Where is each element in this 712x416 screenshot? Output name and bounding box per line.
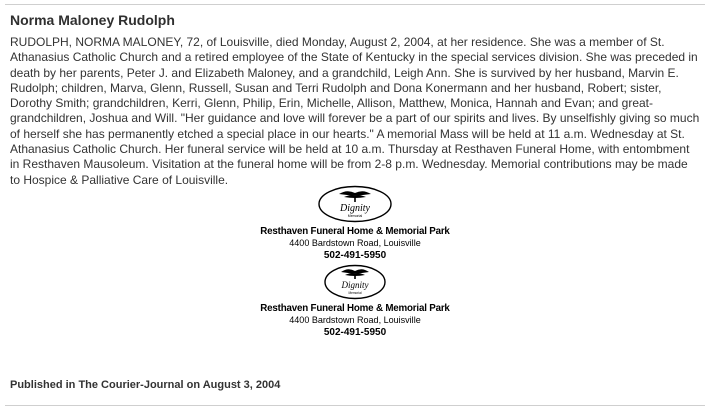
publication-note: Published in The Courier-Journal on August 3, 2004 (10, 379, 281, 391)
funeral-home-name: Resthaven Funeral Home & Memorial Park (260, 302, 450, 314)
funeral-home-phone: 502-491-5950 (323, 327, 387, 338)
funeral-home-address: 4400 Bardstown Road, Louisville (289, 315, 421, 326)
logo-wordmark: Dignity (340, 203, 370, 214)
logo-subtext: Memorial (347, 214, 363, 218)
funeral-home-name: Resthaven Funeral Home & Memorial Park (260, 225, 450, 237)
obituary-body: RUDOLPH, NORMA MALONEY, 72, of Louisville, died Monday, August 2, 2004, at her residence. She was a member of St. Athanasius Catholic Church and a retired employee of the State of Kentucky in the special services division. She was preceded in death by her parents, Peter J. and Elizabeth Maloney, and a grandchild, Leigh Ann. She is survived by her husband, Marvin E. Rudolph; children, Marva, Glenn, Russell, Susan and Terri Rudolph and Dona Konermann and her husband, Robert; sister, Dorothy Smith; grandchildren, Kerri, Glenn, Philip, Erin, Michelle, Allison, Matthew, Monica, Hannah and Evan; and great-grandchildren, Joshua and Will. "Her guidance and love will forever be a part of our spirits and lives. By unselfishly giving so much of herself she has permanently etched a special place in our hearts." A memorial Mass will be held at 11 a.m. Wednesday at St. Athanasius Catholic Church. Her funeral service will be held at 10 a.m. Thursday at Resthaven Funeral Home, with entombment in Resthaven Mausoleum. Visitation at the funeral home will be from 2-8 p.m. Wednesday. Memorial contributions may be made to Hospice & Palliative Care of Louisville. (10, 35, 700, 187)
obituary-title: Norma Maloney Rudolph (10, 12, 175, 28)
funeral-home-ad (225, 264, 485, 338)
funeral-home-phone: 502-491-5950 (323, 250, 387, 261)
dignity-logo-icon (317, 185, 393, 223)
dignity-logo-icon (323, 264, 387, 300)
logo-wordmark: Dignity (341, 280, 369, 290)
funeral-home-ad (225, 185, 485, 261)
funeral-home-address: 4400 Bardstown Road, Louisville (289, 238, 421, 249)
logo-subtext: Memorial (348, 291, 362, 295)
